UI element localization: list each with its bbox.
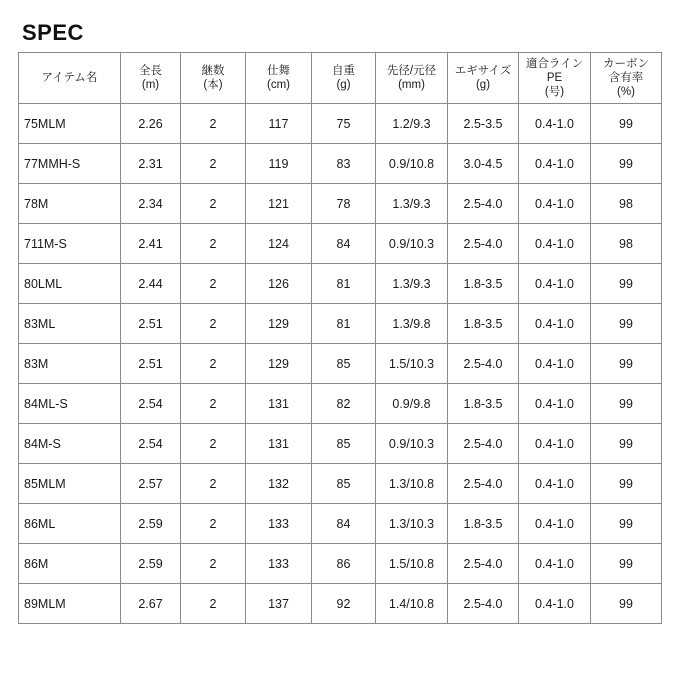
column-header-line: (cm) xyxy=(267,79,290,91)
table-cell: 1.5/10.3 xyxy=(376,344,448,384)
table-cell: 84 xyxy=(312,224,376,264)
table-cell: 84 xyxy=(312,504,376,544)
table-row xyxy=(19,104,662,144)
table-cell: 83 xyxy=(312,144,376,184)
table-cell: 75 xyxy=(312,104,376,144)
table-cell: 126 xyxy=(246,264,312,304)
column-header xyxy=(246,53,312,104)
table-cell: 1.2/9.3 xyxy=(376,104,448,144)
table-cell: 2 xyxy=(181,264,246,304)
column-header xyxy=(448,53,519,104)
table-cell: 1.4/10.8 xyxy=(376,584,448,624)
table-cell: 2.34 xyxy=(121,184,181,224)
table-cell: 2.5-3.5 xyxy=(448,104,519,144)
table-cell: 133 xyxy=(246,544,312,584)
column-header-line: (mm) xyxy=(398,79,425,91)
item-name-cell: 80LML xyxy=(19,264,121,304)
table-row xyxy=(19,464,662,504)
table-row xyxy=(19,344,662,384)
table-cell: 2.51 xyxy=(121,304,181,344)
table-cell: 2.44 xyxy=(121,264,181,304)
table-cell: 0.4-1.0 xyxy=(519,424,591,464)
table-cell: 0.9/9.8 xyxy=(376,384,448,424)
table-cell: 1.8-3.5 xyxy=(448,304,519,344)
column-header-line: 自重 xyxy=(332,65,355,77)
table-cell: 1.8-3.5 xyxy=(448,504,519,544)
column-header-line: 先径/元径 xyxy=(386,65,437,77)
column-header-line: 全長 xyxy=(139,65,162,77)
table-row xyxy=(19,584,662,624)
table-cell: 86 xyxy=(312,544,376,584)
table-cell: 131 xyxy=(246,384,312,424)
column-header xyxy=(19,53,121,104)
table-cell: 0.4-1.0 xyxy=(519,384,591,424)
table-row xyxy=(19,504,662,544)
column-header-line: アイテム名 xyxy=(41,72,98,84)
table-cell: 2 xyxy=(181,184,246,224)
table-cell: 117 xyxy=(246,104,312,144)
table-cell: 2.5-4.0 xyxy=(448,424,519,464)
item-name-cell: 83ML xyxy=(19,304,121,344)
table-cell: 99 xyxy=(591,144,662,184)
column-header xyxy=(312,53,376,104)
table-cell: 2.54 xyxy=(121,424,181,464)
column-header-line: (m) xyxy=(141,79,160,91)
table-header-row xyxy=(19,53,662,104)
item-name-cell: 86ML xyxy=(19,504,121,544)
table-cell: 2 xyxy=(181,384,246,424)
table-cell: 2.59 xyxy=(121,544,181,584)
table-cell: 1.5/10.8 xyxy=(376,544,448,584)
column-header-line: (%) xyxy=(617,86,635,98)
item-name-cell: 84ML-S xyxy=(19,384,121,424)
table-cell: 0.9/10.8 xyxy=(376,144,448,184)
spec-table xyxy=(18,52,662,624)
item-name-cell: 75MLM xyxy=(19,104,121,144)
table-cell: 2.31 xyxy=(121,144,181,184)
table-cell: 99 xyxy=(591,104,662,144)
table-cell: 0.4-1.0 xyxy=(519,344,591,384)
table-cell: 99 xyxy=(591,384,662,424)
column-header xyxy=(519,53,591,104)
table-cell: 2 xyxy=(181,304,246,344)
table-cell: 0.9/10.3 xyxy=(376,224,448,264)
table-cell: 3.0-4.5 xyxy=(448,144,519,184)
column-header-line: (号) xyxy=(544,86,565,98)
table-cell: 2.5-4.0 xyxy=(448,344,519,384)
table-cell: 131 xyxy=(246,424,312,464)
column-header-line: 含有率 xyxy=(608,72,644,84)
table-cell: 0.9/10.3 xyxy=(376,424,448,464)
item-name-cell: 89MLM xyxy=(19,584,121,624)
table-cell: 124 xyxy=(246,224,312,264)
table-cell: 99 xyxy=(591,424,662,464)
item-name-cell: 84M-S xyxy=(19,424,121,464)
table-cell: 81 xyxy=(312,264,376,304)
table-cell: 0.4-1.0 xyxy=(519,144,591,184)
table-cell: 2 xyxy=(181,544,246,584)
column-header xyxy=(376,53,448,104)
table-cell: 1.3/10.3 xyxy=(376,504,448,544)
table-cell: 1.3/9.3 xyxy=(376,184,448,224)
table-cell: 0.4-1.0 xyxy=(519,104,591,144)
table-cell: 2.59 xyxy=(121,504,181,544)
table-cell: 2.5-4.0 xyxy=(448,544,519,584)
table-cell: 0.4-1.0 xyxy=(519,584,591,624)
table-row xyxy=(19,224,662,264)
table-cell: 0.4-1.0 xyxy=(519,464,591,504)
table-row xyxy=(19,184,662,224)
item-name-cell: 85MLM xyxy=(19,464,121,504)
table-cell: 2.5-4.0 xyxy=(448,464,519,504)
item-name-cell: 78M xyxy=(19,184,121,224)
item-name-cell: 711M-S xyxy=(19,224,121,264)
table-cell: 2 xyxy=(181,504,246,544)
table-cell: 0.4-1.0 xyxy=(519,264,591,304)
table-cell: 129 xyxy=(246,344,312,384)
column-header-line: カーボン xyxy=(603,58,649,70)
table-cell: 0.4-1.0 xyxy=(519,304,591,344)
table-cell: 98 xyxy=(591,224,662,264)
table-row xyxy=(19,304,662,344)
column-header-line: PE xyxy=(546,72,563,84)
table-cell: 133 xyxy=(246,504,312,544)
table-cell: 2.51 xyxy=(121,344,181,384)
table-cell: 2.5-4.0 xyxy=(448,584,519,624)
table-cell: 2 xyxy=(181,464,246,504)
table-cell: 2 xyxy=(181,424,246,464)
column-header-line: 仕舞 xyxy=(267,65,290,77)
item-name-cell: 83M xyxy=(19,344,121,384)
column-header-line: エギサイズ xyxy=(454,65,512,77)
column-header-line: 適合ライン xyxy=(525,58,584,70)
table-cell: 0.4-1.0 xyxy=(519,184,591,224)
item-name-cell: 77MMH-S xyxy=(19,144,121,184)
table-cell: 99 xyxy=(591,504,662,544)
column-header xyxy=(591,53,662,104)
table-cell: 0.4-1.0 xyxy=(519,504,591,544)
table-cell: 2 xyxy=(181,344,246,384)
table-row xyxy=(19,144,662,184)
table-cell: 1.8-3.5 xyxy=(448,264,519,304)
table-cell: 99 xyxy=(591,464,662,504)
table-cell: 82 xyxy=(312,384,376,424)
table-cell: 78 xyxy=(312,184,376,224)
table-body xyxy=(19,104,662,624)
table-cell: 1.3/9.8 xyxy=(376,304,448,344)
table-cell: 2.67 xyxy=(121,584,181,624)
table-cell: 2.54 xyxy=(121,384,181,424)
table-cell: 2.57 xyxy=(121,464,181,504)
table-cell: 2.5-4.0 xyxy=(448,224,519,264)
table-cell: 1.8-3.5 xyxy=(448,384,519,424)
table-row xyxy=(19,544,662,584)
table-row xyxy=(19,424,662,464)
table-cell: 2.26 xyxy=(121,104,181,144)
table-cell: 1.3/9.3 xyxy=(376,264,448,304)
item-name-cell: 86M xyxy=(19,544,121,584)
column-header xyxy=(181,53,246,104)
table-cell: 99 xyxy=(591,344,662,384)
column-header-line: 継数 xyxy=(201,65,225,77)
table-cell: 85 xyxy=(312,464,376,504)
table-cell: 2 xyxy=(181,224,246,264)
table-cell: 1.3/10.8 xyxy=(376,464,448,504)
table-cell: 0.4-1.0 xyxy=(519,224,591,264)
table-cell: 99 xyxy=(591,584,662,624)
table-cell: 99 xyxy=(591,264,662,304)
page-title: SPEC xyxy=(22,20,84,45)
column-header-line: (g) xyxy=(336,79,351,91)
table-row xyxy=(19,384,662,424)
table-cell: 2 xyxy=(181,144,246,184)
table-cell: 121 xyxy=(246,184,312,224)
table-cell: 2.41 xyxy=(121,224,181,264)
table-cell: 2 xyxy=(181,104,246,144)
table-cell: 119 xyxy=(246,144,312,184)
column-header-line: (g) xyxy=(475,79,491,91)
table-cell: 81 xyxy=(312,304,376,344)
table-cell: 99 xyxy=(591,304,662,344)
column-header xyxy=(121,53,181,104)
table-cell: 2.5-4.0 xyxy=(448,184,519,224)
table-cell: 85 xyxy=(312,424,376,464)
table-cell: 132 xyxy=(246,464,312,504)
table-cell: 98 xyxy=(591,184,662,224)
table-row xyxy=(19,264,662,304)
table-cell: 92 xyxy=(312,584,376,624)
table-cell: 0.4-1.0 xyxy=(519,544,591,584)
column-header-line: (本) xyxy=(203,79,223,91)
table-cell: 85 xyxy=(312,344,376,384)
table-cell: 99 xyxy=(591,544,662,584)
table-cell: 137 xyxy=(246,584,312,624)
table-cell: 129 xyxy=(246,304,312,344)
table-cell: 2 xyxy=(181,584,246,624)
